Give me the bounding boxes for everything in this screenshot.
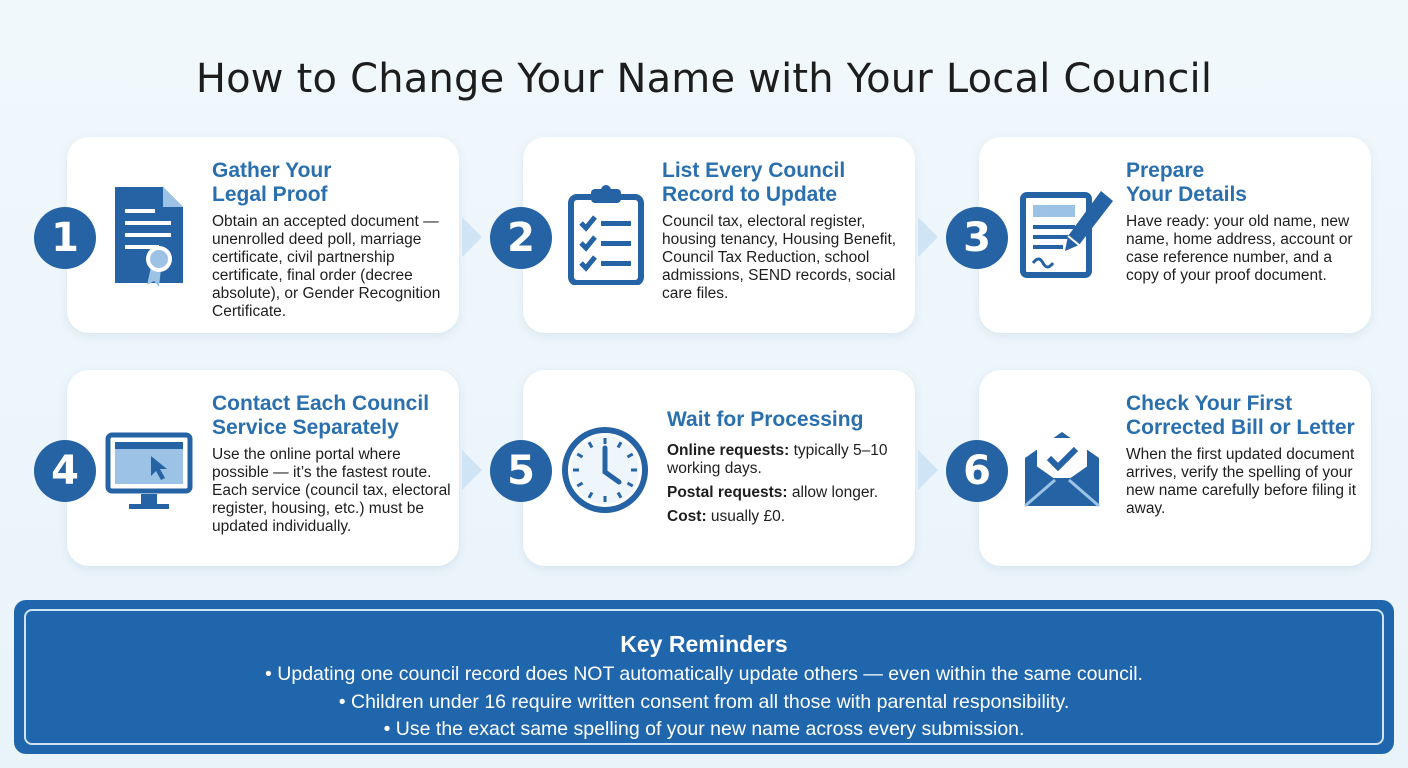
step-number-4: 4 (34, 440, 96, 502)
step-description: Obtain an accepted document — unenrolled deed poll, marriage certificate, civil partnership certificate, final order (decree absolute), or Gender Recognition Certificate. (212, 213, 441, 320)
step-number-6: 6 (946, 440, 1008, 502)
clock-icon (561, 426, 649, 514)
reminder-item: • Use the exact same spelling of your new name across every submission. (383, 718, 1025, 740)
computer-monitor-icon (105, 432, 193, 512)
envelope-check-icon (1021, 428, 1103, 510)
step-title: Gather Your Legal Proof (212, 159, 332, 206)
step-card-5 (523, 370, 915, 566)
step-arrow-4-5 (462, 450, 482, 490)
step-card-3 (979, 137, 1371, 333)
reminder-item: • Children under 16 require written consent from all those with parental responsibility. (338, 690, 1070, 713)
step-description: When the first updated document arrives, verify the spelling of your new name carefully before filing it away. (1126, 446, 1357, 517)
key-reminders-list (26, 661, 1382, 744)
step-arrow-1-2 (462, 217, 482, 257)
step-card-2 (523, 137, 915, 333)
form-pencil-icon (1019, 189, 1115, 281)
key-reminders-banner (14, 600, 1394, 754)
document-certificate-icon (113, 185, 185, 289)
step-card-1 (67, 137, 459, 333)
step-title: List Every Council Record to Update (662, 159, 846, 206)
step-description (667, 442, 907, 532)
step-description: Have ready: your old name, new name, home address, account or case reference number, and a copy of your proof document. (1126, 213, 1353, 284)
step-title: Wait for Processing (667, 408, 864, 431)
step-number-1: 1 (34, 207, 96, 269)
step-description: Use the online portal where possible — it’s the fastest route. Each service (council tax, electoral register, housing, etc.) must be updated individually. (212, 446, 451, 535)
key-reminders-frame (24, 609, 1384, 745)
key-reminders-title: Key Reminders (620, 631, 788, 657)
reminder-item: • Updating one council record does NOT automatically update others — even within the same council. (265, 663, 1143, 685)
step-title: Check Your First Corrected Bill or Letter (1126, 392, 1355, 439)
online-requests-line: Online requests: typically 5–10 working days. (667, 442, 888, 477)
step-description: Council tax, electoral register, housing tenancy, Housing Benefit, Council Tax Reduction, school admissions, SEND records, social care files. (662, 213, 897, 302)
postal-requests-line: Postal requests: allow longer. (667, 484, 879, 501)
checklist-clipboard-icon (567, 185, 645, 285)
cost-line: Cost: usually £0. (667, 508, 786, 525)
page-title: How to Change Your Name with Your Local Council (195, 56, 1213, 102)
step-title: Prepare Your Details (1126, 159, 1247, 206)
step-card-4 (67, 370, 459, 566)
step-card-6 (979, 370, 1371, 566)
step-number-5: 5 (490, 440, 552, 502)
step-arrow-5-6 (918, 450, 938, 490)
step-number-2: 2 (490, 207, 552, 269)
step-number-3: 3 (946, 207, 1008, 269)
step-arrow-2-3 (918, 217, 938, 257)
step-title: Contact Each Council Service Separately (212, 392, 430, 439)
